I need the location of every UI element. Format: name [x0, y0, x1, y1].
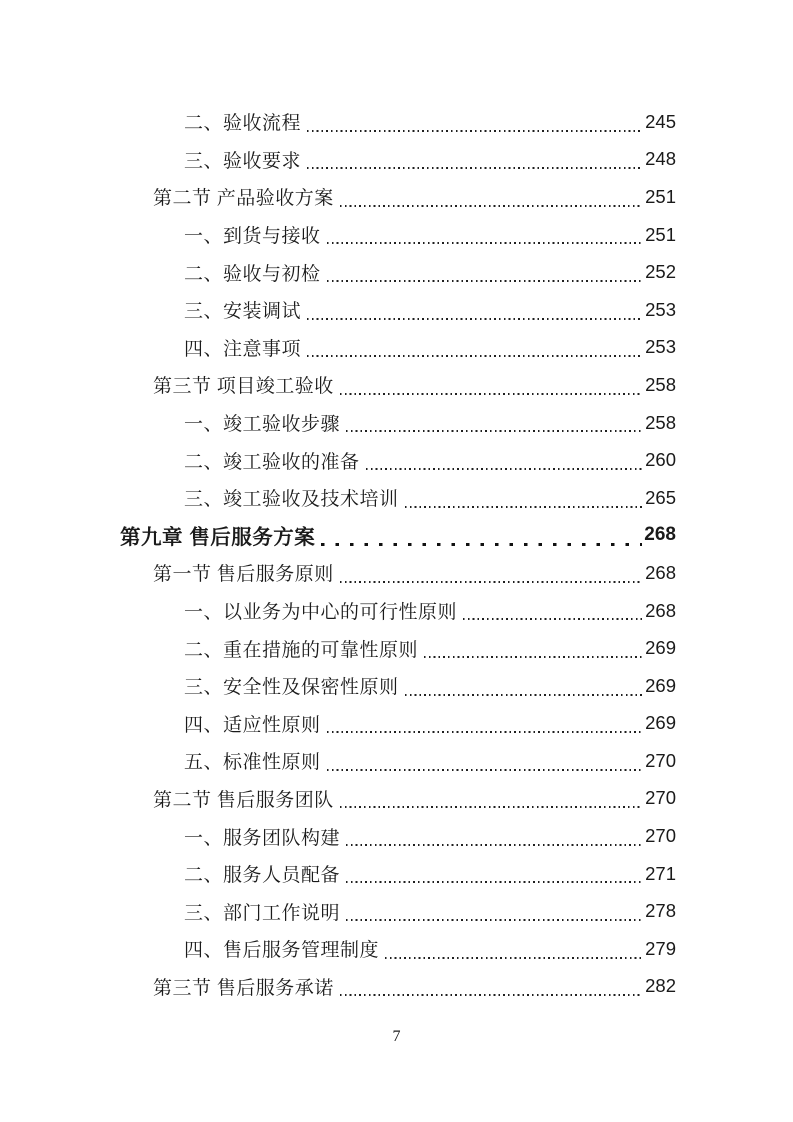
toc-entry-page: 271	[645, 862, 676, 884]
toc-entry-label: 二、验收与初检	[184, 263, 321, 285]
toc-entry[interactable]	[120, 404, 676, 442]
toc-entry-page: 251	[645, 223, 676, 245]
toc-entry-page: 268	[644, 524, 676, 546]
toc-entry-label: 三、安装调试	[184, 301, 302, 323]
toc-entry-label: 第三节 售后服务承诺	[153, 977, 334, 999]
toc-entry-page: 260	[645, 449, 676, 471]
toc-entry-label: 三、部门工作说明	[184, 902, 341, 924]
toc-entry-page: 268	[645, 599, 676, 621]
table-of-contents	[120, 103, 676, 1005]
toc-entry-page: 270	[645, 787, 676, 809]
toc-entry-page: 268	[645, 561, 676, 583]
toc-entry[interactable]	[120, 141, 676, 179]
toc-entry[interactable]	[120, 178, 676, 216]
toc-entry[interactable]	[120, 705, 676, 743]
dot-leader	[307, 167, 642, 169]
dot-leader	[307, 130, 642, 132]
toc-entry-page: 278	[645, 900, 676, 922]
toc-entry-label: 第二节 售后服务团队	[153, 789, 334, 811]
toc-entry-label: 第三节 项目竣工验收	[153, 376, 334, 398]
toc-entry[interactable]	[120, 930, 676, 968]
toc-entry[interactable]	[120, 329, 676, 367]
toc-entry-page: 269	[645, 637, 676, 659]
toc-entry-page: 269	[645, 712, 676, 734]
toc-entry-page: 248	[645, 148, 676, 170]
dot-leader	[340, 393, 642, 395]
toc-entry-page: 279	[645, 937, 676, 959]
toc-entry-label: 二、竣工验收的准备	[184, 451, 360, 473]
toc-entry-label: 第一节 售后服务原则	[153, 564, 334, 586]
toc-entry[interactable]	[120, 291, 676, 329]
toc-entry-label: 一、到货与接收	[184, 226, 321, 248]
dot-leader	[366, 468, 642, 470]
dot-leader	[327, 280, 642, 282]
toc-entry[interactable]	[120, 855, 676, 893]
toc-entry-label: 二、服务人员配备	[184, 865, 341, 887]
toc-entry[interactable]	[120, 667, 676, 705]
dot-leader	[340, 205, 642, 207]
toc-entry[interactable]	[120, 742, 676, 780]
toc-entry-label: 四、售后服务管理制度	[184, 940, 380, 962]
toc-entry-page: 252	[645, 261, 676, 283]
toc-entry[interactable]	[120, 817, 676, 855]
toc-entry-page: 245	[645, 110, 676, 132]
toc-entry-label: 四、适应性原则	[184, 714, 321, 736]
toc-entry-label: 一、竣工验收步骤	[184, 414, 341, 436]
toc-entry[interactable]	[120, 554, 676, 592]
toc-entry-page: 282	[645, 975, 676, 997]
dot-leader	[405, 694, 642, 696]
dot-leader	[321, 543, 642, 546]
dot-leader	[385, 957, 642, 959]
toc-entry[interactable]	[120, 103, 676, 141]
dot-leader	[340, 581, 642, 583]
toc-entry[interactable]	[120, 479, 676, 517]
dot-leader	[340, 994, 642, 996]
toc-entry[interactable]	[120, 253, 676, 291]
toc-entry-page: 270	[645, 749, 676, 771]
dot-leader	[463, 618, 642, 620]
toc-entry-label: 三、安全性及保密性原则	[184, 677, 399, 699]
toc-entry-label: 一、以业务为中心的可行性原则	[184, 602, 458, 624]
toc-entry-label: 二、重在措施的可靠性原则	[184, 639, 419, 661]
toc-entry[interactable]	[120, 517, 676, 555]
toc-entry-label: 第二节 产品验收方案	[153, 188, 334, 210]
toc-entry[interactable]	[120, 629, 676, 667]
dot-leader	[424, 656, 642, 658]
toc-entry-label: 四、注意事项	[184, 338, 302, 360]
toc-entry-label: 二、验收流程	[184, 113, 302, 135]
toc-entry[interactable]	[120, 366, 676, 404]
toc-entry-label: 一、服务团队构建	[184, 827, 341, 849]
toc-entry-page: 269	[645, 674, 676, 696]
toc-entry-label: 第九章 售后服务方案	[120, 526, 316, 550]
toc-entry-label: 三、验收要求	[184, 150, 302, 172]
toc-entry-page: 265	[645, 486, 676, 508]
toc-entry-page: 253	[645, 298, 676, 320]
toc-entry-page: 258	[645, 373, 676, 395]
toc-entry-page: 258	[645, 411, 676, 433]
toc-entry[interactable]	[120, 892, 676, 930]
toc-entry-page: 251	[645, 185, 676, 207]
dot-leader	[327, 731, 642, 733]
dot-leader	[405, 506, 642, 508]
dot-leader	[340, 806, 642, 808]
toc-entry-page: 270	[645, 825, 676, 847]
dot-leader	[307, 355, 642, 357]
dot-leader	[346, 844, 642, 846]
toc-entry[interactable]	[120, 780, 676, 818]
toc-entry[interactable]	[120, 216, 676, 254]
toc-entry[interactable]	[120, 592, 676, 630]
dot-leader	[346, 919, 642, 921]
dot-leader	[307, 318, 642, 320]
toc-entry-page: 253	[645, 336, 676, 358]
toc-entry[interactable]	[120, 968, 676, 1006]
toc-entry-label: 五、标准性原则	[184, 752, 321, 774]
dot-leader	[346, 430, 642, 432]
dot-leader	[327, 769, 642, 771]
page-number-footer: 7	[392, 1028, 401, 1045]
toc-entry[interactable]	[120, 441, 676, 479]
toc-entry-label: 三、竣工验收及技术培训	[184, 489, 399, 511]
dot-leader	[327, 242, 642, 244]
dot-leader	[346, 881, 642, 883]
